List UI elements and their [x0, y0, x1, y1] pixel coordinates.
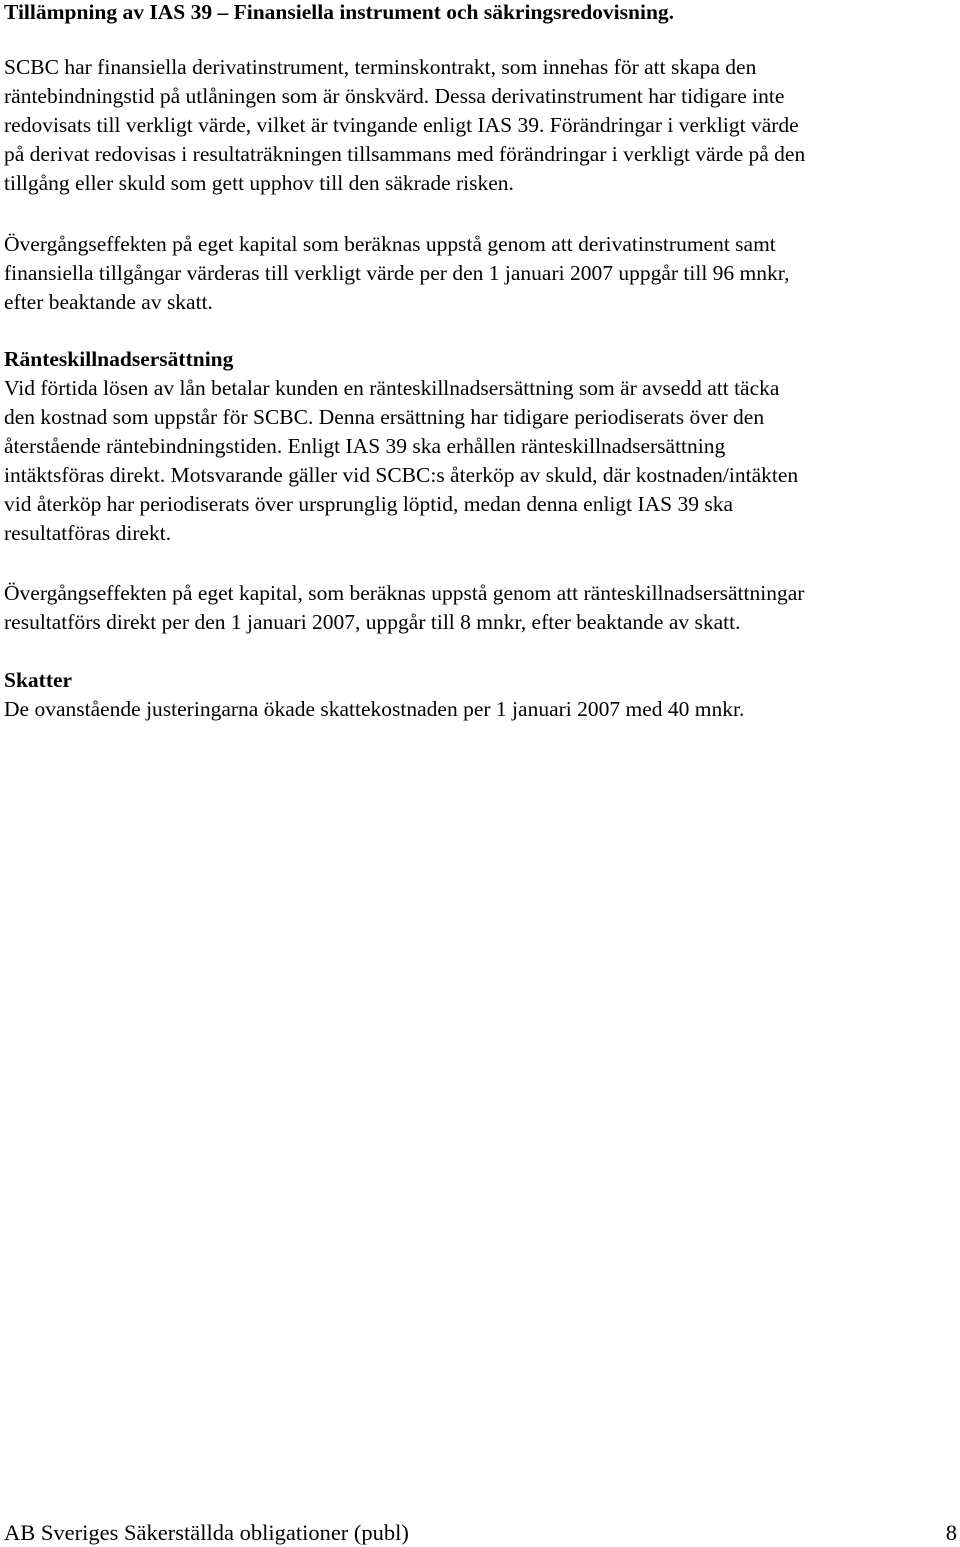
section-skatter — [4, 666, 952, 724]
text-line: Vid förtida lösen av lån betalar kunden en ränteskillnadsersättning som är avsedd att täcka — [4, 376, 780, 400]
text-line: Övergångseffekten på eget kapital som beräknas uppstå genom att derivatinstrument samt — [4, 232, 776, 256]
text-line: den kostnad som uppstår för SCBC. Denna ersättning har tidigare periodiserats över den — [4, 405, 765, 429]
text-line: redovisats till verkligt värde, vilket är tvingande enligt IAS 39. Förändringar i verkligt värde — [4, 113, 799, 137]
text-line: efter beaktande av skatt. — [4, 290, 213, 314]
text-line: på derivat redovisas i resultaträkningen tillsammans med förändringar i verkligt värde på den — [4, 142, 806, 166]
footer-company: AB Sveriges Säkerställda obligationer (publ) — [4, 1520, 409, 1545]
text-line: De ovanstående justeringarna ökade skattekostnaden per 1 januari 2007 med 40 mnkr. — [4, 697, 745, 721]
text-line: tillgång eller skuld som gett upphov till den säkrade risken. — [4, 171, 514, 195]
paragraph-transition-effect-rante — [4, 579, 952, 637]
paragraph-derivatives — [4, 53, 952, 198]
page-title: Tillämpning av IAS 39 – Finansiella instrument och säkringsredovisning. — [4, 0, 675, 24]
text-line: återstående räntebindningstiden. Enligt IAS 39 ska erhållen ränteskillnadsersättning — [4, 434, 726, 458]
text-line: resultatföras direkt. — [4, 521, 172, 545]
text-line: Övergångseffekten på eget kapital, som beräknas uppstå genom att ränteskillnadsersättningar — [4, 581, 805, 605]
section-ranteskillnadsersattning — [4, 345, 952, 548]
section-heading: Ränteskillnadsersättning — [4, 347, 234, 371]
footer-page-number: 8 — [945, 1520, 957, 1545]
text-line: räntebindningstid på utlåningen som är önskvärd. Dessa derivatinstrument har tidigare inte — [4, 84, 785, 108]
text-line: finansiella tillgångar värderas till verkligt värde per den 1 januari 2007 uppgår till 96 mnkr, — [4, 261, 790, 285]
text-line: vid återköp har periodiserats över ursprunglig löptid, medan denna enligt IAS 39 ska — [4, 492, 734, 516]
paragraph-transition-effect-derivatives — [4, 230, 952, 317]
text-line: SCBC har finansiella derivatinstrument, terminskontrakt, som innehas för att skapa den — [4, 55, 757, 79]
text-line: resultatförs direkt per den 1 januari 2007, uppgår till 8 mnkr, efter beaktande av skatt. — [4, 610, 741, 634]
section-heading: Skatter — [4, 668, 73, 692]
text-line: intäktsföras direkt. Motsvarande gäller vid SCBC:s återköp av skuld, där kostnaden/intäkten — [4, 463, 799, 487]
